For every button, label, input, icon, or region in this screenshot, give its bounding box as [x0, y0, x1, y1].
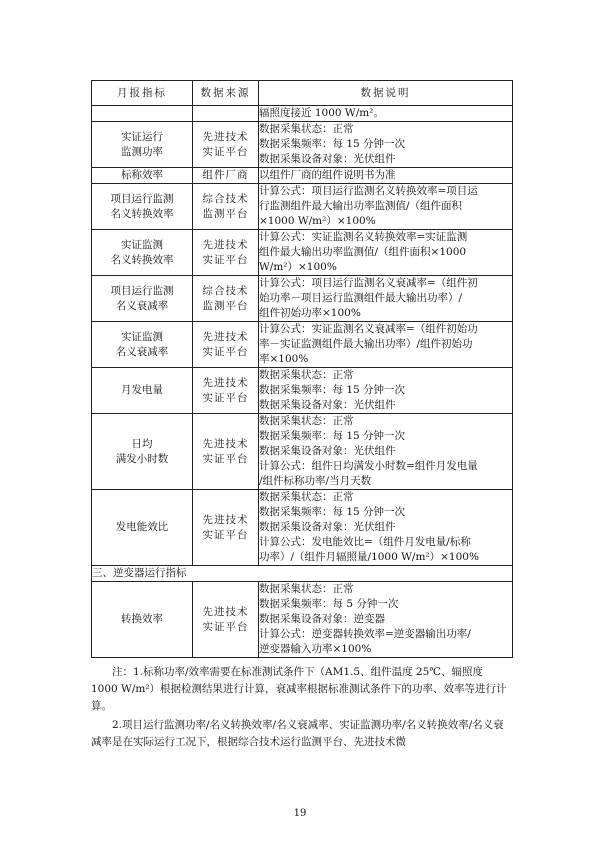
source-cell: 先进技术 实证平台 — [193, 490, 259, 566]
note-2: 2.项目运行监测功率/名义转换效率/名义衰减率、实证监测功率/名义转换效率/名义衰减率是在实际运行工况下，根据综合技术运行监测平台、先进技术微 — [91, 719, 504, 748]
table-row — [92, 582, 513, 658]
indicator-cell: 发电能效比 — [92, 490, 193, 566]
description-line: 计算公式：实证监测名义转换效率=实证监测 — [259, 231, 468, 243]
table-row — [92, 122, 513, 168]
description-cell — [259, 322, 513, 368]
description-cell — [259, 230, 513, 276]
table-row — [92, 414, 513, 490]
header-source: 数据来源 — [193, 81, 259, 106]
indicator-cell: 项目运行监测 名义衰减率 — [92, 276, 193, 322]
description-line: 数据采集状态：正常 — [259, 491, 354, 503]
description-cell — [259, 368, 513, 414]
description-line: 数据采集状态：正常 — [259, 369, 354, 381]
indicator-cell: 项目运行监测 名义转换效率 — [92, 184, 193, 230]
description-line: 组件最大输出功率监测值/（组件面积×1000 — [259, 246, 467, 258]
header-indicator: 月报指标 — [92, 81, 193, 106]
indicator-cell: 转换效率 — [92, 582, 193, 658]
description-line: W/m²）×100% — [259, 261, 337, 273]
description-line: 逆变器输入功率×100% — [259, 643, 372, 655]
table-row — [92, 490, 513, 566]
description-line: 数据采集频率：每 15 分钟一次 — [259, 430, 406, 442]
table-row — [92, 276, 513, 322]
description-line: 以组件厂商的组件说明书为准 — [259, 169, 396, 181]
description-cell — [259, 122, 513, 168]
description-line: 率－实证监测组件最大输出功率）/组件初始功 — [259, 338, 473, 350]
table-row — [92, 168, 513, 184]
description-line: 数据采集频率：每 5 分钟一次 — [259, 598, 399, 610]
description-cell — [259, 414, 513, 490]
description-line: 数据采集设备对象：光伏组件 — [259, 399, 396, 411]
description-line: 计算公式：逆变器转换效率=逆变器输出功率/ — [259, 628, 471, 640]
description-line: 数据采集设备对象：逆变器 — [259, 613, 385, 625]
table-header-row — [92, 81, 513, 106]
indicator-cell: 实证运行 监测功率 — [92, 122, 193, 168]
description-line: ×1000 W/m²）×100% — [259, 215, 376, 227]
section-row — [92, 566, 513, 582]
description-cell — [259, 168, 513, 184]
description-line: 数据采集状态：正常 — [259, 123, 354, 135]
description-line: 计算公式：项目运行监测名义衰减率=（组件初 — [259, 277, 478, 289]
indicator-cell: 实证监测 名义衰减率 — [92, 322, 193, 368]
description-cell — [259, 184, 513, 230]
description-line: 计算公式：组件日均满发小时数=组件月发电量 — [259, 460, 478, 472]
table-row — [92, 368, 513, 414]
source-cell: 先进技术 实证平台 — [193, 122, 259, 168]
description-line: 功率）/（组件月辐照量/1000 W/m²）×100% — [259, 551, 479, 563]
description-line: 数据采集设备对象：光伏组件 — [259, 445, 396, 457]
indicator-cell: 日均 满发小时数 — [92, 414, 193, 490]
continuation-row — [92, 106, 513, 122]
note-1: 注：1.标称功率/效率需要在标准测试条件下（AM1.5、组件温度 25℃、辐照度 1000 W/m²）根据检测结果进行计算，衰减率根据标准测试条件下的功率、效率等进行计算。 — [91, 666, 507, 712]
indicator-cell: 月发电量 — [92, 368, 193, 414]
indicator-cell: 标称效率 — [92, 168, 193, 184]
description-cell — [259, 490, 513, 566]
table-row — [92, 322, 513, 368]
description-line: 数据采集频率：每 15 分钟一次 — [259, 506, 406, 518]
description-line: 始功率－项目运行监测组件最大输出功率）/ — [259, 292, 463, 304]
description-line: /组件标称功率/当月天数 — [259, 475, 372, 487]
description-line: 数据采集频率：每 15 分钟一次 — [259, 138, 406, 150]
source-cell: 先进技术 实证平台 — [193, 582, 259, 658]
description-line: 组件初始功率×100% — [259, 307, 361, 319]
continuation-text: 辐照度接近 1000 W/m²。 — [259, 106, 513, 122]
description-line: 数据采集设备对象：光伏组件 — [259, 521, 396, 533]
description-line: 行监测组件最大输出功率监测值/（组件面积 — [259, 200, 463, 212]
source-cell: 先进技术 实证平台 — [193, 414, 259, 490]
description-line: 计算公式：项目运行监测名义转换效率=项目运 — [259, 185, 478, 197]
source-cell: 组件厂商 — [193, 168, 259, 184]
source-cell: 先进技术 实证平台 — [193, 230, 259, 276]
source-cell: 先进技术 实证平台 — [193, 322, 259, 368]
source-cell: 先进技术 实证平台 — [193, 368, 259, 414]
header-description: 数据说明 — [259, 81, 513, 106]
description-cell — [259, 276, 513, 322]
description-line: 数据采集频率：每 15 分钟一次 — [259, 384, 406, 396]
description-line: 计算公式：实证监测名义衰减率=（组件初始功 — [259, 323, 478, 335]
indicator-table — [91, 80, 513, 658]
table-row — [92, 184, 513, 230]
description-line: 计算公式：发电能效比=（组件月发电量/标称 — [259, 536, 471, 548]
description-cell — [259, 582, 513, 658]
description-line: 数据采集状态：正常 — [259, 583, 354, 595]
source-cell: 综合技术 监测平台 — [193, 184, 259, 230]
page-number: 19 — [293, 808, 307, 819]
description-line: 率×100% — [259, 353, 309, 365]
description-line: 数据采集设备对象：光伏组件 — [259, 153, 396, 165]
table-row — [92, 230, 513, 276]
source-cell: 综合技术 监测平台 — [193, 276, 259, 322]
description-line: 数据采集状态：正常 — [259, 415, 354, 427]
section-title: 三、逆变器运行指标 — [92, 566, 513, 582]
indicator-cell: 实证监测 名义转换效率 — [92, 230, 193, 276]
